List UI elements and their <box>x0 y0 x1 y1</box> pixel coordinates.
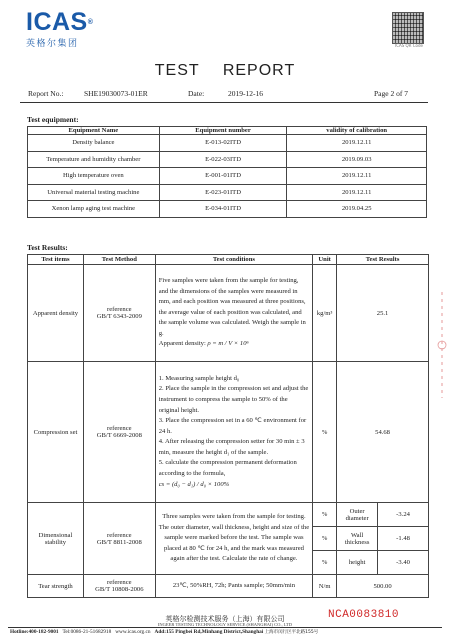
test-item: Apparent density <box>28 265 84 362</box>
hotline: Hotline:400-182-9001 <box>10 629 59 635</box>
test-item: Dimensional stability <box>28 503 84 575</box>
company-logo <box>26 10 93 49</box>
calibration-date: 2019.12.11 <box>287 168 427 185</box>
column-header: Equipment number <box>159 127 287 135</box>
logo-subtitle: 英格尔集团 <box>26 39 79 49</box>
table-row <box>28 201 427 218</box>
test-result: 500.00 <box>337 575 429 598</box>
seal-mark-icon <box>437 290 447 400</box>
logo-text: ICAS <box>26 8 88 36</box>
method-std: GB/T 8811-2008 <box>96 538 142 546</box>
test-conditions <box>155 362 312 503</box>
calibration-date: 2019.12.11 <box>287 184 427 201</box>
formula: ρ = m / V × 10⁶ <box>207 340 249 348</box>
table-row <box>28 265 429 362</box>
column-header: Test items <box>28 255 84 265</box>
unit: N/m <box>313 575 337 598</box>
condition-step: 1. Measuring sample height d₀ <box>158 374 240 382</box>
condition-step: 4. After releasing the compression setter for 30 min ± 3 min, measure the height d₁ of the sample. <box>158 438 305 456</box>
column-header: Unit <box>313 255 337 265</box>
equipment-name: Universal material testing machine <box>28 184 160 201</box>
method-std: GB/T 6669-2008 <box>96 432 142 439</box>
method-ref: reference <box>107 531 132 539</box>
table-row <box>28 168 427 185</box>
result-label: height <box>337 551 378 575</box>
method-ref: reference <box>107 579 132 586</box>
method-ref: reference <box>107 306 132 313</box>
address: Add:155 Pingbei Rd,Minhang District,Shanghai <box>154 629 264 635</box>
footer-divider <box>8 627 442 628</box>
test-result: -3.24 <box>378 503 429 527</box>
unit: % <box>313 362 337 503</box>
website-link[interactable]: www.icas.org.cn <box>115 629 151 635</box>
test-result: -3.40 <box>378 551 429 575</box>
calibration-date: 2019.12.11 <box>287 135 427 152</box>
test-result: 25.1 <box>337 265 429 362</box>
test-method <box>83 503 155 575</box>
condition-step: 2. Place the sample in the compression set and adjust the instrument to compress the sample to 50% of the original height. <box>158 385 309 414</box>
test-conditions: 23℃, 50%RH, 72h; Pants sample; 50mm/min <box>155 575 312 598</box>
equipment-header-row <box>28 127 427 135</box>
equipment-number: E-034-01ITD <box>159 201 287 218</box>
equipment-name: High temperature oven <box>28 168 160 185</box>
equipment-name: Xenon lamp aging test machine <box>28 201 160 218</box>
telephone: Tel:0086-21-51682918 <box>62 629 112 635</box>
column-header: Test conditions <box>155 255 312 265</box>
table-row <box>28 362 429 503</box>
table-row <box>28 575 429 598</box>
test-conditions <box>155 265 312 362</box>
test-item: Compression set <box>28 362 84 503</box>
results-table <box>27 254 429 598</box>
column-header: validity of calibration <box>287 127 427 135</box>
density-formula <box>159 339 309 350</box>
method-std: GB/T 6343-2009 <box>96 313 142 320</box>
unit: % <box>313 527 337 551</box>
header-divider <box>20 102 428 103</box>
equipment-name: Temperature and humidity chamber <box>28 151 160 168</box>
address-cn: 上海市闵行区平北路155号 <box>264 630 319 635</box>
equipment-number: E-023-01ITD <box>159 184 287 201</box>
column-header: Test Results <box>337 255 429 265</box>
test-method <box>83 575 155 598</box>
equipment-name: Density balance <box>28 135 160 152</box>
report-date: 2019-12-16 <box>228 89 263 98</box>
test-method <box>83 265 155 362</box>
test-conditions: Three samples were taken from the sample for testing. The outer diameter, wall thickness, height and size of the sample were marked before the test. The sample was placed at 80 ℃ for 24 h, and the mark was measured again after the test. Calculate the rate of change. <box>155 503 312 575</box>
registered-mark: ® <box>87 19 94 26</box>
test-item: Tear strength <box>28 575 84 598</box>
page-title: TEST REPORT <box>154 62 296 79</box>
equipment-section-title: Test equipment: <box>27 115 79 124</box>
table-row <box>28 135 427 152</box>
date-label: Date: <box>188 89 205 98</box>
results-header-row <box>28 255 429 265</box>
test-result: 54.68 <box>337 362 429 503</box>
test-result: -1.48 <box>378 527 429 551</box>
method-ref: reference <box>107 425 132 432</box>
unit: kg/m³ <box>313 265 337 362</box>
column-header: Equipment Name <box>28 127 160 135</box>
report-no: SHE19030073-01ER <box>84 89 148 98</box>
equipment-number: E-001-01ITD <box>159 168 287 185</box>
formula-label: Apparent density: <box>158 340 206 348</box>
conditions-text: Five samples were taken from the sample for testing, and the dimensions of the samples were measured in mm, and each position was measured at three positions, the average value of each position was calculated, and the sample volume was calculated. Weigh the sample in g. <box>158 276 306 337</box>
company-name-en: INGEER TESTING TECHNOLOGY SERVICE (SHANGHAI) CO., LTD <box>157 622 293 627</box>
method-std: GB/T 10808-2006 <box>95 586 144 593</box>
company-name-cn: 英格尔检测技术服务（上海）有限公司 <box>165 615 285 623</box>
qr-caption: ICAS QR Code <box>395 43 423 48</box>
equipment-number: E-013-02ITD <box>159 135 287 152</box>
calibration-date: 2019.09.03 <box>287 151 427 168</box>
equipment-table <box>27 126 427 218</box>
unit: % <box>313 503 337 527</box>
table-row <box>28 184 427 201</box>
unit: % <box>313 551 337 575</box>
result-label: Outer diameter <box>337 503 378 527</box>
condition-step: 3. Place the compression set in a 60 ℃ environment for 24 h. <box>158 417 307 435</box>
calibration-date: 2019.04.25 <box>287 201 427 218</box>
table-row <box>28 503 429 527</box>
equipment-number: E-022-03ITD <box>159 151 287 168</box>
result-label: Wall thickness <box>337 527 378 551</box>
footer-contact <box>10 629 318 635</box>
test-method <box>83 362 155 503</box>
qr-code-icon <box>392 12 424 44</box>
results-section-title: Test Results: <box>27 243 68 252</box>
page-number: Page 2 of 7 <box>374 89 408 98</box>
condition-step: 5. calculate the compression permanent deformation according to the formula, <box>158 459 297 478</box>
report-no-label: Report No.: <box>28 89 64 98</box>
serial-number: NCA0083810 <box>328 609 400 621</box>
formula: cs = (d₀ − d₁) / d₀ × 100% <box>158 480 230 488</box>
column-header: Test Method <box>83 255 155 265</box>
table-row <box>28 151 427 168</box>
